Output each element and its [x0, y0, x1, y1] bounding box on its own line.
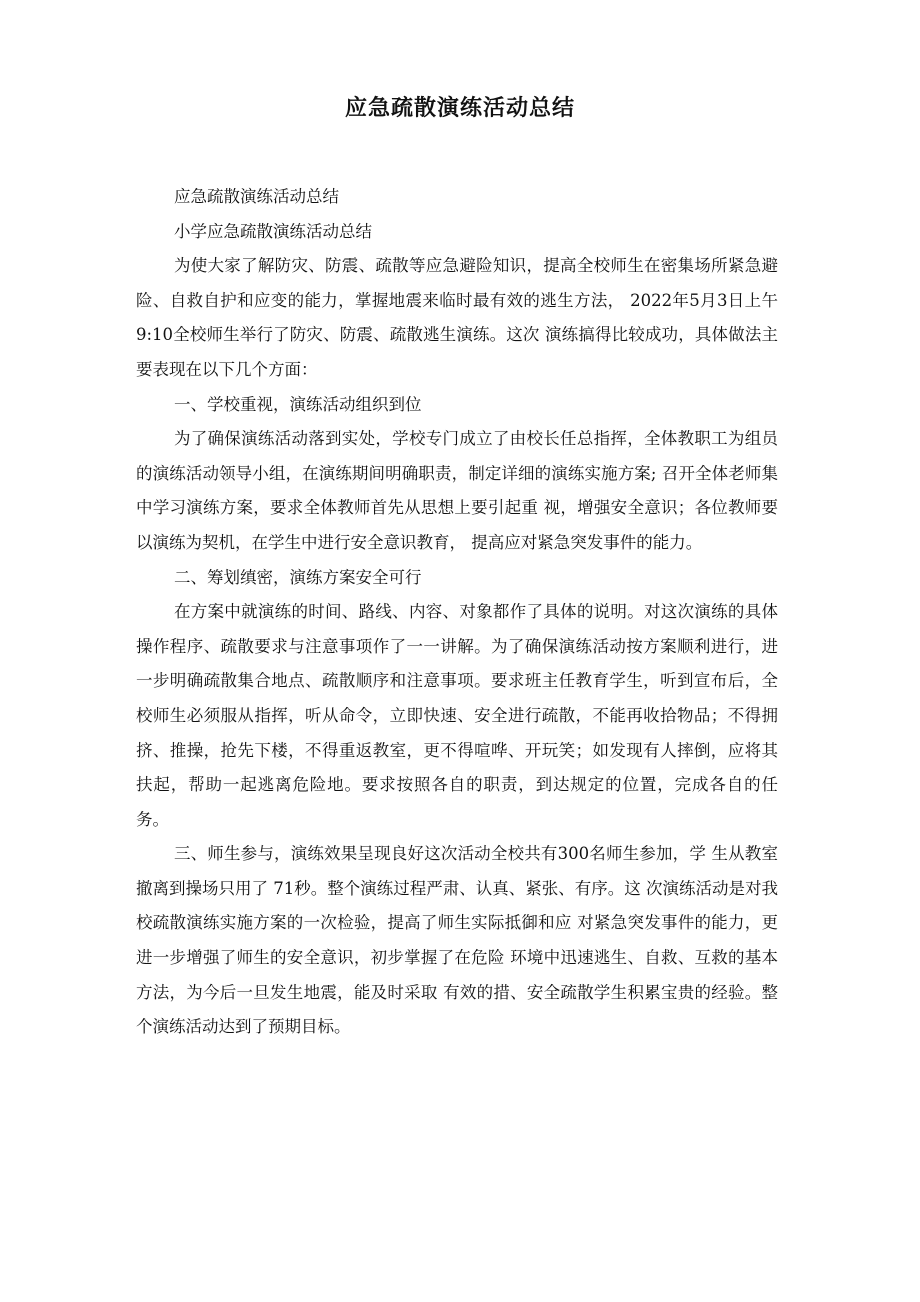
section-heading-2: 二、筹划缜密，演练方案安全可行	[173, 567, 422, 587]
paragraph-subtitle: 应急疏散演练活动总结	[173, 187, 339, 206]
section-heading-1: 一、学校重视，演练活动组织到位	[173, 394, 422, 414]
paragraph-section-3: 三、师生参与，演练效果呈现良好这次活动全校共有300名师生参加，学 生从教室撤离到操场只用了 71秒。整个演练过程严肃、认真、紧张、有序。这 次演练活动是对我校疏散演练实施方案的一次检验，提高了师生实际抵御和应 对紧急突发事件的能力，更进一步增强了师生的安全意识，初步掌握了在危险 环境中迅速逃生、自救、互救的基本方法，为今后一旦发生地震，能及时采取 有效的措、安全疏散学生积累宝贵的经验。整个演练活动达到了预期目标。	[136, 844, 778, 1037]
paragraph-section-1: 为了确保演练活动落到实处，学校专门成立了由校长任总指挥，全体教职工为组员的演练活动领导小组，在演练期间明确职责，制定详细的演练实施方案; 召开全体老师集中学习演练方案，要求全体教师首先从思想上要引起重 视，增强安全意识；各位教师要以演练为契机，在学生中进行安全意识教育， 提高应对紧急突发事件的能力。	[136, 429, 778, 552]
document-title: 应急疏散演练活动总结	[344, 96, 575, 121]
paragraph-school-subtitle: 小学应急疏散演练活动总结	[173, 221, 372, 241]
paragraph-section-2: 在方案中就演练的时间、路线、内容、对象都作了具体的说明。对这次演练的具体操作程序、疏散要求与注意事项作了一一讲解。为了确保演练活动按方案顺利进行，进一步明确疏散集合地点、疏散顺序和注意事项。要求班主任教育学生，听到宣布后，全校师生必须服从指挥，听从命令，立即快速、安全进行疏散，不能再收拾物品；不得拥挤、推操，抢先下楼，不得重返教室，更不得喧哗、开玩笑；如发现有人摔倒，应将其扶起，帮助一起逃离危险地。要求按照各自的职责，到达规定的位置，完成各自的任务。	[136, 602, 778, 829]
paragraph-introduction: 为使大家了解防灾、防震、疏散等应急避险知识，提高全校师生在密集场所紧急避险、自救自护和应变的能力，掌握地震来临时最有效的逃生方法， 2022年5月3日上午9:10全校师生举行了防灾、防震、疏散逃生演练。这次 演练搞得比较成功，具体做法主要表现在以下几个方面：	[136, 256, 778, 379]
document-body	[136, 180, 778, 1045]
